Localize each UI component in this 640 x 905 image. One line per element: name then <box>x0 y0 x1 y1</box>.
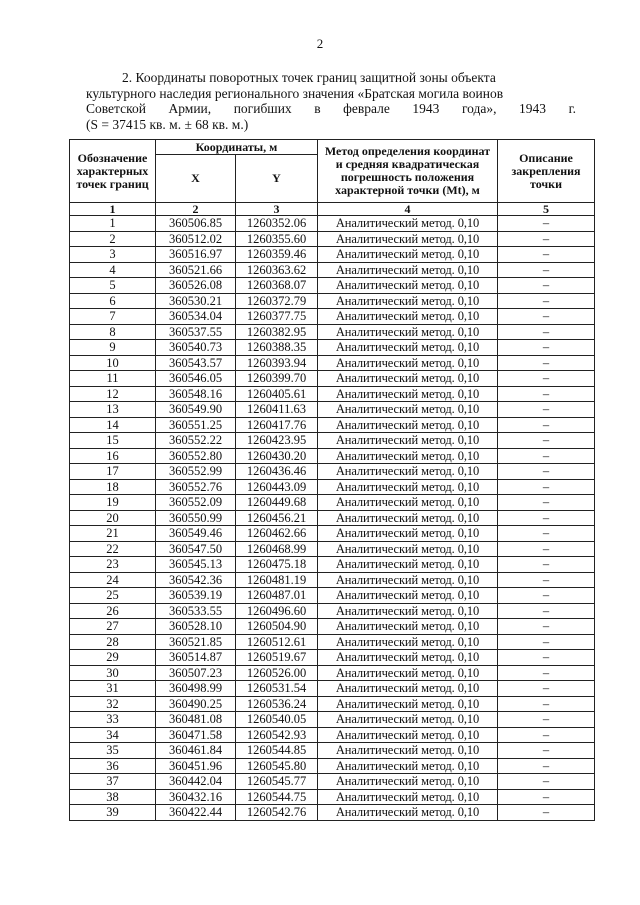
table-row <box>70 293 595 309</box>
table-row <box>70 634 595 650</box>
table-row <box>70 619 595 635</box>
table-row <box>70 495 595 511</box>
point-number-cell: 4 <box>70 262 156 278</box>
y-coordinate-cell: 1260526.00 <box>236 665 318 681</box>
point-number-cell: 15 <box>70 433 156 449</box>
point-number-cell: 6 <box>70 293 156 309</box>
method-cell: Аналитический метод. 0,10 <box>318 386 498 402</box>
table-row <box>70 681 595 697</box>
method-cell: Аналитический метод. 0,10 <box>318 231 498 247</box>
x-coordinate-cell: 360537.55 <box>156 324 236 340</box>
point-number-cell: 30 <box>70 665 156 681</box>
description-cell: – <box>498 743 595 759</box>
y-coordinate-cell: 1260430.20 <box>236 448 318 464</box>
y-coordinate-cell: 1260531.54 <box>236 681 318 697</box>
y-coordinate-cell: 1260352.06 <box>236 216 318 232</box>
description-cell: – <box>498 603 595 619</box>
description-cell: – <box>498 541 595 557</box>
description-cell: – <box>498 774 595 790</box>
y-coordinate-cell: 1260417.76 <box>236 417 318 433</box>
method-cell: Аналитический метод. 0,10 <box>318 696 498 712</box>
x-coordinate-cell: 360549.46 <box>156 526 236 542</box>
table-row <box>70 216 595 232</box>
column-number: 5 <box>498 203 595 216</box>
description-cell: – <box>498 526 595 542</box>
column-number-row <box>70 203 595 216</box>
x-coordinate-cell: 360506.85 <box>156 216 236 232</box>
method-cell: Аналитический метод. 0,10 <box>318 557 498 573</box>
x-coordinate-cell: 360552.22 <box>156 433 236 449</box>
table-row <box>70 696 595 712</box>
y-coordinate-cell: 1260405.61 <box>236 386 318 402</box>
description-cell: – <box>498 495 595 511</box>
point-number-cell: 35 <box>70 743 156 759</box>
x-coordinate-cell: 360432.16 <box>156 789 236 805</box>
method-cell: Аналитический метод. 0,10 <box>318 247 498 263</box>
point-number-cell: 34 <box>70 727 156 743</box>
column-number: 4 <box>318 203 498 216</box>
description-cell: – <box>498 448 595 464</box>
method-cell: Аналитический метод. 0,10 <box>318 572 498 588</box>
y-coordinate-cell: 1260368.07 <box>236 278 318 294</box>
table-row <box>70 557 595 573</box>
table-row <box>70 510 595 526</box>
heading-line-1: 2. Координаты поворотных точек границ защитной зоны объекта <box>122 70 496 85</box>
y-coordinate-cell: 1260436.46 <box>236 464 318 480</box>
y-coordinate-cell: 1260372.79 <box>236 293 318 309</box>
point-number-cell: 14 <box>70 417 156 433</box>
x-coordinate-cell: 360481.08 <box>156 712 236 728</box>
x-coordinate-cell: 360521.85 <box>156 634 236 650</box>
method-cell: Аналитический метод. 0,10 <box>318 541 498 557</box>
method-cell: Аналитический метод. 0,10 <box>318 340 498 356</box>
heading-line-4: (S = 37415 кв. м. ± 68 кв. м.) <box>86 116 249 132</box>
point-number-cell: 38 <box>70 789 156 805</box>
table-row <box>70 712 595 728</box>
description-cell: – <box>498 479 595 495</box>
table-row <box>70 588 595 604</box>
table-row <box>70 231 595 247</box>
y-coordinate-cell: 1260393.94 <box>236 355 318 371</box>
description-cell: – <box>498 216 595 232</box>
point-number-cell: 18 <box>70 479 156 495</box>
table-row <box>70 774 595 790</box>
table-row <box>70 247 595 263</box>
column-number: 3 <box>236 203 318 216</box>
y-coordinate-cell: 1260487.01 <box>236 588 318 604</box>
method-cell: Аналитический метод. 0,10 <box>318 448 498 464</box>
description-cell: – <box>498 231 595 247</box>
description-cell: – <box>498 665 595 681</box>
y-coordinate-cell: 1260496.60 <box>236 603 318 619</box>
header-x: X <box>156 155 236 203</box>
description-cell: – <box>498 572 595 588</box>
table-row <box>70 386 595 402</box>
x-coordinate-cell: 360516.97 <box>156 247 236 263</box>
table-row <box>70 262 595 278</box>
x-coordinate-cell: 360471.58 <box>156 727 236 743</box>
description-cell: – <box>498 371 595 387</box>
description-cell: – <box>498 433 595 449</box>
method-cell: Аналитический метод. 0,10 <box>318 789 498 805</box>
description-cell: – <box>498 712 595 728</box>
method-cell: Аналитический метод. 0,10 <box>318 262 498 278</box>
method-cell: Аналитический метод. 0,10 <box>318 355 498 371</box>
table-row <box>70 758 595 774</box>
description-cell: – <box>498 650 595 666</box>
method-cell: Аналитический метод. 0,10 <box>318 634 498 650</box>
method-cell: Аналитический метод. 0,10 <box>318 309 498 325</box>
x-coordinate-cell: 360551.25 <box>156 417 236 433</box>
x-coordinate-cell: 360543.57 <box>156 355 236 371</box>
table-row <box>70 603 595 619</box>
method-cell: Аналитический метод. 0,10 <box>318 526 498 542</box>
heading-line-2: культурного наследия регионального значения «Братская могила воинов <box>86 85 504 101</box>
method-cell: Аналитический метод. 0,10 <box>318 433 498 449</box>
method-cell: Аналитический метод. 0,10 <box>318 588 498 604</box>
y-coordinate-cell: 1260512.61 <box>236 634 318 650</box>
x-coordinate-cell: 360542.36 <box>156 572 236 588</box>
x-coordinate-cell: 360442.04 <box>156 774 236 790</box>
y-coordinate-cell: 1260536.24 <box>236 696 318 712</box>
method-cell: Аналитический метод. 0,10 <box>318 278 498 294</box>
y-coordinate-cell: 1260544.75 <box>236 789 318 805</box>
point-number-cell: 13 <box>70 402 156 418</box>
description-cell: – <box>498 386 595 402</box>
x-coordinate-cell: 360534.04 <box>156 309 236 325</box>
method-cell: Аналитический метод. 0,10 <box>318 603 498 619</box>
x-coordinate-cell: 360547.50 <box>156 541 236 557</box>
point-number-cell: 37 <box>70 774 156 790</box>
x-coordinate-cell: 360451.96 <box>156 758 236 774</box>
point-number-cell: 5 <box>70 278 156 294</box>
table-row <box>70 340 595 356</box>
method-cell: Аналитический метод. 0,10 <box>318 402 498 418</box>
header-coordinates: Координаты, м <box>156 140 318 155</box>
point-number-cell: 12 <box>70 386 156 402</box>
method-cell: Аналитический метод. 0,10 <box>318 510 498 526</box>
y-coordinate-cell: 1260363.62 <box>236 262 318 278</box>
table-row <box>70 309 595 325</box>
point-number-cell: 22 <box>70 541 156 557</box>
y-coordinate-cell: 1260443.09 <box>236 479 318 495</box>
y-coordinate-cell: 1260449.68 <box>236 495 318 511</box>
y-coordinate-cell: 1260519.67 <box>236 650 318 666</box>
table-row <box>70 479 595 495</box>
x-coordinate-cell: 360526.08 <box>156 278 236 294</box>
point-number-cell: 24 <box>70 572 156 588</box>
y-coordinate-cell: 1260545.80 <box>236 758 318 774</box>
description-cell: – <box>498 417 595 433</box>
table-row <box>70 727 595 743</box>
method-cell: Аналитический метод. 0,10 <box>318 293 498 309</box>
description-cell: – <box>498 278 595 294</box>
description-cell: – <box>498 262 595 278</box>
table-row <box>70 650 595 666</box>
description-cell: – <box>498 805 595 821</box>
y-coordinate-cell: 1260462.66 <box>236 526 318 542</box>
y-coordinate-cell: 1260423.95 <box>236 433 318 449</box>
table-row <box>70 665 595 681</box>
y-coordinate-cell: 1260382.95 <box>236 324 318 340</box>
table-row <box>70 541 595 557</box>
y-coordinate-cell: 1260355.60 <box>236 231 318 247</box>
table-row <box>70 526 595 542</box>
description-cell: – <box>498 293 595 309</box>
table-row <box>70 371 595 387</box>
table-row <box>70 324 595 340</box>
point-number-cell: 17 <box>70 464 156 480</box>
x-coordinate-cell: 360539.19 <box>156 588 236 604</box>
point-number-cell: 33 <box>70 712 156 728</box>
method-cell: Аналитический метод. 0,10 <box>318 665 498 681</box>
x-coordinate-cell: 360533.55 <box>156 603 236 619</box>
description-cell: – <box>498 247 595 263</box>
table-row <box>70 355 595 371</box>
description-cell: – <box>498 789 595 805</box>
description-cell: – <box>498 510 595 526</box>
y-coordinate-cell: 1260411.63 <box>236 402 318 418</box>
description-cell: – <box>498 758 595 774</box>
method-cell: Аналитический метод. 0,10 <box>318 495 498 511</box>
y-coordinate-cell: 1260544.85 <box>236 743 318 759</box>
y-coordinate-cell: 1260504.90 <box>236 619 318 635</box>
x-coordinate-cell: 360548.16 <box>156 386 236 402</box>
x-coordinate-cell: 360461.84 <box>156 743 236 759</box>
method-cell: Аналитический метод. 0,10 <box>318 371 498 387</box>
point-number-cell: 32 <box>70 696 156 712</box>
y-coordinate-cell: 1260475.18 <box>236 557 318 573</box>
method-cell: Аналитический метод. 0,10 <box>318 805 498 821</box>
description-cell: – <box>498 619 595 635</box>
x-coordinate-cell: 360552.09 <box>156 495 236 511</box>
x-coordinate-cell: 360545.13 <box>156 557 236 573</box>
method-cell: Аналитический метод. 0,10 <box>318 727 498 743</box>
method-cell: Аналитический метод. 0,10 <box>318 758 498 774</box>
point-number-cell: 1 <box>70 216 156 232</box>
table-row <box>70 805 595 821</box>
y-coordinate-cell: 1260468.99 <box>236 541 318 557</box>
point-number-cell: 11 <box>70 371 156 387</box>
method-cell: Аналитический метод. 0,10 <box>318 464 498 480</box>
y-coordinate-cell: 1260542.93 <box>236 727 318 743</box>
description-cell: – <box>498 634 595 650</box>
method-cell: Аналитический метод. 0,10 <box>318 712 498 728</box>
y-coordinate-cell: 1260388.35 <box>236 340 318 356</box>
method-cell: Аналитический метод. 0,10 <box>318 216 498 232</box>
description-cell: – <box>498 324 595 340</box>
table-body <box>70 216 595 821</box>
description-cell: – <box>498 681 595 697</box>
point-number-cell: 3 <box>70 247 156 263</box>
table-row <box>70 572 595 588</box>
point-number-cell: 25 <box>70 588 156 604</box>
point-number-cell: 8 <box>70 324 156 340</box>
y-coordinate-cell: 1260456.21 <box>236 510 318 526</box>
x-coordinate-cell: 360540.73 <box>156 340 236 356</box>
y-coordinate-cell: 1260359.46 <box>236 247 318 263</box>
x-coordinate-cell: 360498.99 <box>156 681 236 697</box>
description-cell: – <box>498 340 595 356</box>
description-cell: – <box>498 588 595 604</box>
x-coordinate-cell: 360552.76 <box>156 479 236 495</box>
coordinates-table <box>69 139 595 821</box>
x-coordinate-cell: 360521.66 <box>156 262 236 278</box>
description-cell: – <box>498 355 595 371</box>
method-cell: Аналитический метод. 0,10 <box>318 743 498 759</box>
method-cell: Аналитический метод. 0,10 <box>318 681 498 697</box>
point-number-cell: 31 <box>70 681 156 697</box>
y-coordinate-cell: 1260542.76 <box>236 805 318 821</box>
header-description: Описание закрепления точки <box>498 140 595 203</box>
table-row <box>70 278 595 294</box>
point-number-cell: 28 <box>70 634 156 650</box>
column-number: 2 <box>156 203 236 216</box>
point-number-cell: 39 <box>70 805 156 821</box>
point-number-cell: 20 <box>70 510 156 526</box>
table-row <box>70 789 595 805</box>
header-designation: Обозначение характерных точек границ <box>70 140 156 203</box>
description-cell: – <box>498 696 595 712</box>
x-coordinate-cell: 360512.02 <box>156 231 236 247</box>
table-row <box>70 743 595 759</box>
method-cell: Аналитический метод. 0,10 <box>318 417 498 433</box>
point-number-cell: 10 <box>70 355 156 371</box>
point-number-cell: 9 <box>70 340 156 356</box>
description-cell: – <box>498 727 595 743</box>
point-number-cell: 16 <box>70 448 156 464</box>
y-coordinate-cell: 1260481.19 <box>236 572 318 588</box>
method-cell: Аналитический метод. 0,10 <box>318 619 498 635</box>
table-row <box>70 402 595 418</box>
x-coordinate-cell: 360422.44 <box>156 805 236 821</box>
table-row <box>70 417 595 433</box>
x-coordinate-cell: 360507.23 <box>156 665 236 681</box>
section-heading <box>86 70 576 132</box>
x-coordinate-cell: 360514.87 <box>156 650 236 666</box>
point-number-cell: 2 <box>70 231 156 247</box>
heading-line-3: Советской Армии, погибших в феврале 1943 года», 1943 г. <box>86 101 576 116</box>
description-cell: – <box>498 557 595 573</box>
x-coordinate-cell: 360552.80 <box>156 448 236 464</box>
point-number-cell: 21 <box>70 526 156 542</box>
x-coordinate-cell: 360528.10 <box>156 619 236 635</box>
x-coordinate-cell: 360546.05 <box>156 371 236 387</box>
description-cell: – <box>498 464 595 480</box>
x-coordinate-cell: 360549.90 <box>156 402 236 418</box>
y-coordinate-cell: 1260540.05 <box>236 712 318 728</box>
method-cell: Аналитический метод. 0,10 <box>318 324 498 340</box>
point-number-cell: 27 <box>70 619 156 635</box>
header-y: Y <box>236 155 318 203</box>
point-number-cell: 36 <box>70 758 156 774</box>
y-coordinate-cell: 1260399.70 <box>236 371 318 387</box>
table-row <box>70 433 595 449</box>
point-number-cell: 26 <box>70 603 156 619</box>
x-coordinate-cell: 360490.25 <box>156 696 236 712</box>
page-number: 2 <box>316 36 324 51</box>
header-method: Метод определения координат и средняя квадратическая погрешность положения характерной точки (Mt), м <box>318 140 498 203</box>
point-number-cell: 19 <box>70 495 156 511</box>
table-row <box>70 448 595 464</box>
point-number-cell: 29 <box>70 650 156 666</box>
y-coordinate-cell: 1260545.77 <box>236 774 318 790</box>
table-row <box>70 464 595 480</box>
y-coordinate-cell: 1260377.75 <box>236 309 318 325</box>
description-cell: – <box>498 309 595 325</box>
x-coordinate-cell: 360550.99 <box>156 510 236 526</box>
point-number-cell: 7 <box>70 309 156 325</box>
method-cell: Аналитический метод. 0,10 <box>318 479 498 495</box>
method-cell: Аналитический метод. 0,10 <box>318 774 498 790</box>
x-coordinate-cell: 360552.99 <box>156 464 236 480</box>
method-cell: Аналитический метод. 0,10 <box>318 650 498 666</box>
point-number-cell: 23 <box>70 557 156 573</box>
x-coordinate-cell: 360530.21 <box>156 293 236 309</box>
column-number: 1 <box>70 203 156 216</box>
description-cell: – <box>498 402 595 418</box>
